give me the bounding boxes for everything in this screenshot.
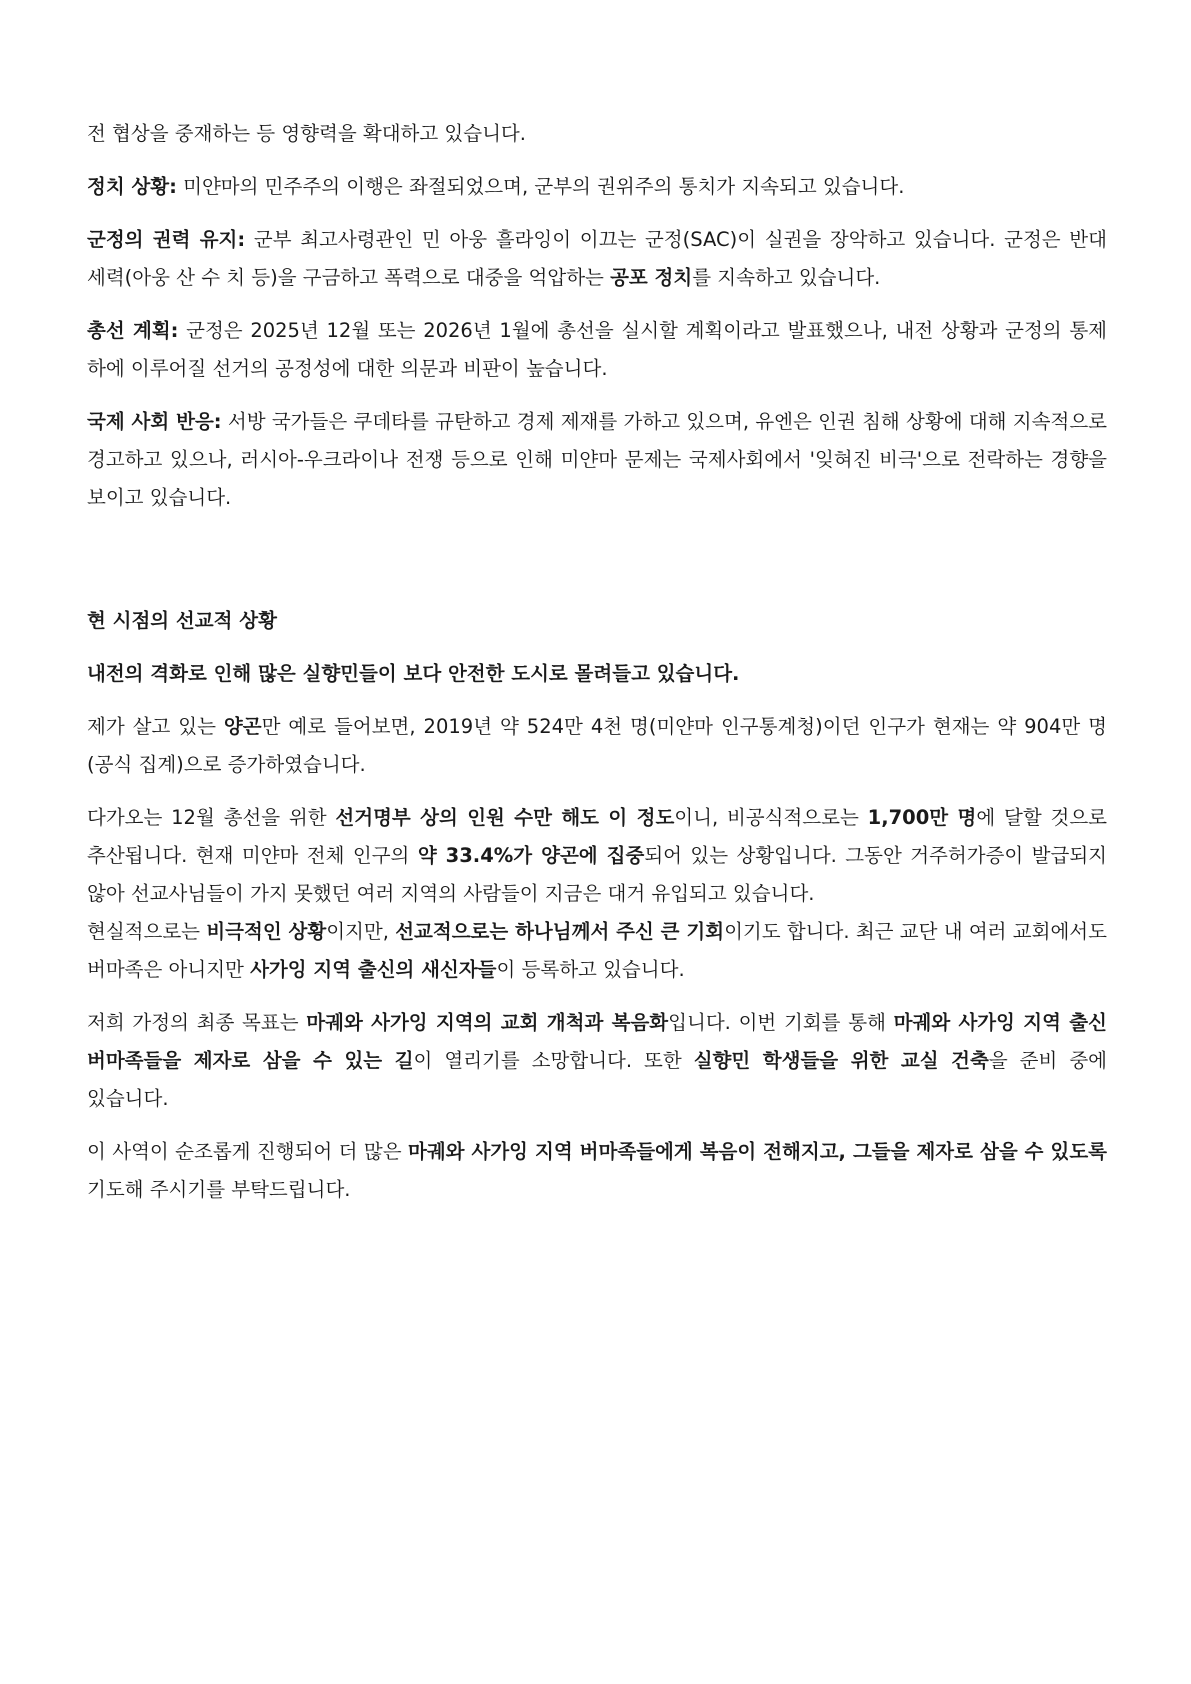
text-run: 현실적으로는 [87,920,207,943]
paragraph-p1 [87,168,1107,206]
text-run: 를 지속하고 있습니다. [692,266,881,289]
bold-text-run: 마궤와 사가잉 지역 버마족들에게 복음이 전해지고, 그들을 제자로 삼을 수 있도록 [408,1140,1107,1163]
text-run: 을 준비 중에 있습니다. [87,1049,1107,1110]
paragraph-p9 [87,913,1107,989]
text-run: 에 달할 것으로 추산됩니다. 현재 미얀마 전체 인구의 [87,806,1107,867]
bold-text-run: 군정의 권력 유지: [87,228,246,251]
paragraph-p10 [87,1004,1107,1118]
text-run: 만 예로 들어보면, 2019년 약 524만 4천 명(미얀마 인구통계청)이던 인구가 현재는 약 904만 명(공식 집계)으로 증가하였습니다. [87,715,1107,776]
text-run: 되어 있는 상황입니다. 그동안 거주허가증이 발급되지 않아 선교사님들이 가지 못했던 여러 지역의 사람들이 지금은 대거 유입되고 있습니다. [87,844,1107,905]
bold-text-run: 1,700만 명 [867,806,977,829]
document-body [87,115,1107,1224]
paragraph-p2 [87,221,1107,297]
text-run: 이지만, [326,920,396,943]
bold-text-run: 공포 정치 [610,266,693,289]
text-run: 기도해 주시기를 부탁드립니다. [87,1178,351,1201]
text-run: 서방 국가들은 쿠데타를 규탄하고 경제 제재를 가하고 있으며, 유엔은 인권 침해 상황에 대해 지속적으로 경고하고 있으나, 러시아-우크라이나 전쟁 등으로 인해 미얀마 문제는 국제사회에서 '잊혀진 비극'으로 전락하는 경향을 보이고 있습니다. [87,410,1107,509]
bold-text-run: 내전의 격화로 인해 많은 실향민들이 보다 안전한 도시로 몰려들고 있습니다. [87,662,740,685]
bold-text-run: 국제 사회 반응: [87,410,222,433]
section-spacer [87,532,1107,602]
text-run: 저희 가정의 최종 목표는 [87,1011,307,1034]
text-run: 이 사역이 순조롭게 진행되어 더 많은 [87,1140,408,1163]
bold-text-run: 현 시점의 선교적 상황 [87,609,277,632]
paragraph-p11 [87,1133,1107,1209]
text-run: 제가 살고 있는 [87,715,224,738]
text-run: 입니다. 이번 기회를 통해 [668,1011,894,1034]
bold-text-run: 양곤 [223,715,262,738]
paragraph-p8 [87,799,1107,913]
bold-text-run: 비극적인 상황 [206,920,327,943]
text-run: 미얀마의 민주주의 이행은 좌절되었으며, 군부의 권위주의 통치가 지속되고 있습니다. [176,175,905,198]
paragraph-p0 [87,115,1107,153]
bold-text-run: 정치 상황: [87,175,177,198]
bold-text-run: 선거명부 상의 인원 수만 해도 이 정도 [335,806,675,829]
paragraph-p3 [87,312,1107,388]
text-run: 이니, 비공식적으로는 [674,806,868,829]
text-run: 이 등록하고 있습니다. [496,958,685,981]
bold-text-run: 약 33.4%가 양곤에 집중 [417,844,645,867]
paragraph-p6 [87,655,1107,693]
text-run: 군정은 2025년 12월 또는 2026년 1월에 총선을 실시할 계획이라고 발표했으나, 내전 상황과 군정의 통제 하에 이루어질 선거의 공정성에 대한 의문과 비판이 높습니다. [87,319,1107,380]
paragraph-p7 [87,708,1107,784]
bold-text-run: 선교적으로는 하나님께서 주신 큰 기회 [395,920,725,943]
text-run: 다가오는 12월 총선을 위한 [87,806,336,829]
bold-text-run: 마궤와 사가잉 지역 출신 버마족들을 제자로 삼을 수 있는 길 [87,1011,1107,1072]
text-run: 군부 최고사령관인 민 아웅 흘라잉이 이끄는 군정(SAC)이 실권을 장악하고 있습니다. 군정은 반대 세력(아웅 산 수 치 등)을 구금하고 폭력으로 대중을 억압하는 [87,228,1107,289]
text-run: 전 협상을 중재하는 등 영향력을 확대하고 있습니다. [87,122,526,145]
bold-text-run: 사가잉 지역 출신의 새신자들 [250,958,497,981]
paragraph-p4 [87,403,1107,517]
text-run: 이기도 합니다. 최근 교단 내 여러 교회에서도 버마족은 아니지만 [87,920,1107,981]
text-run: 이 열리기를 소망합니다. 또한 [413,1049,694,1072]
bold-text-run: 실향민 학생들을 위한 교실 건축 [693,1049,989,1072]
bold-text-run: 마궤와 사가잉 지역의 교회 개척과 복음화 [306,1011,669,1034]
bold-text-run: 총선 계획: [87,319,179,342]
paragraph-p5 [87,602,1107,640]
